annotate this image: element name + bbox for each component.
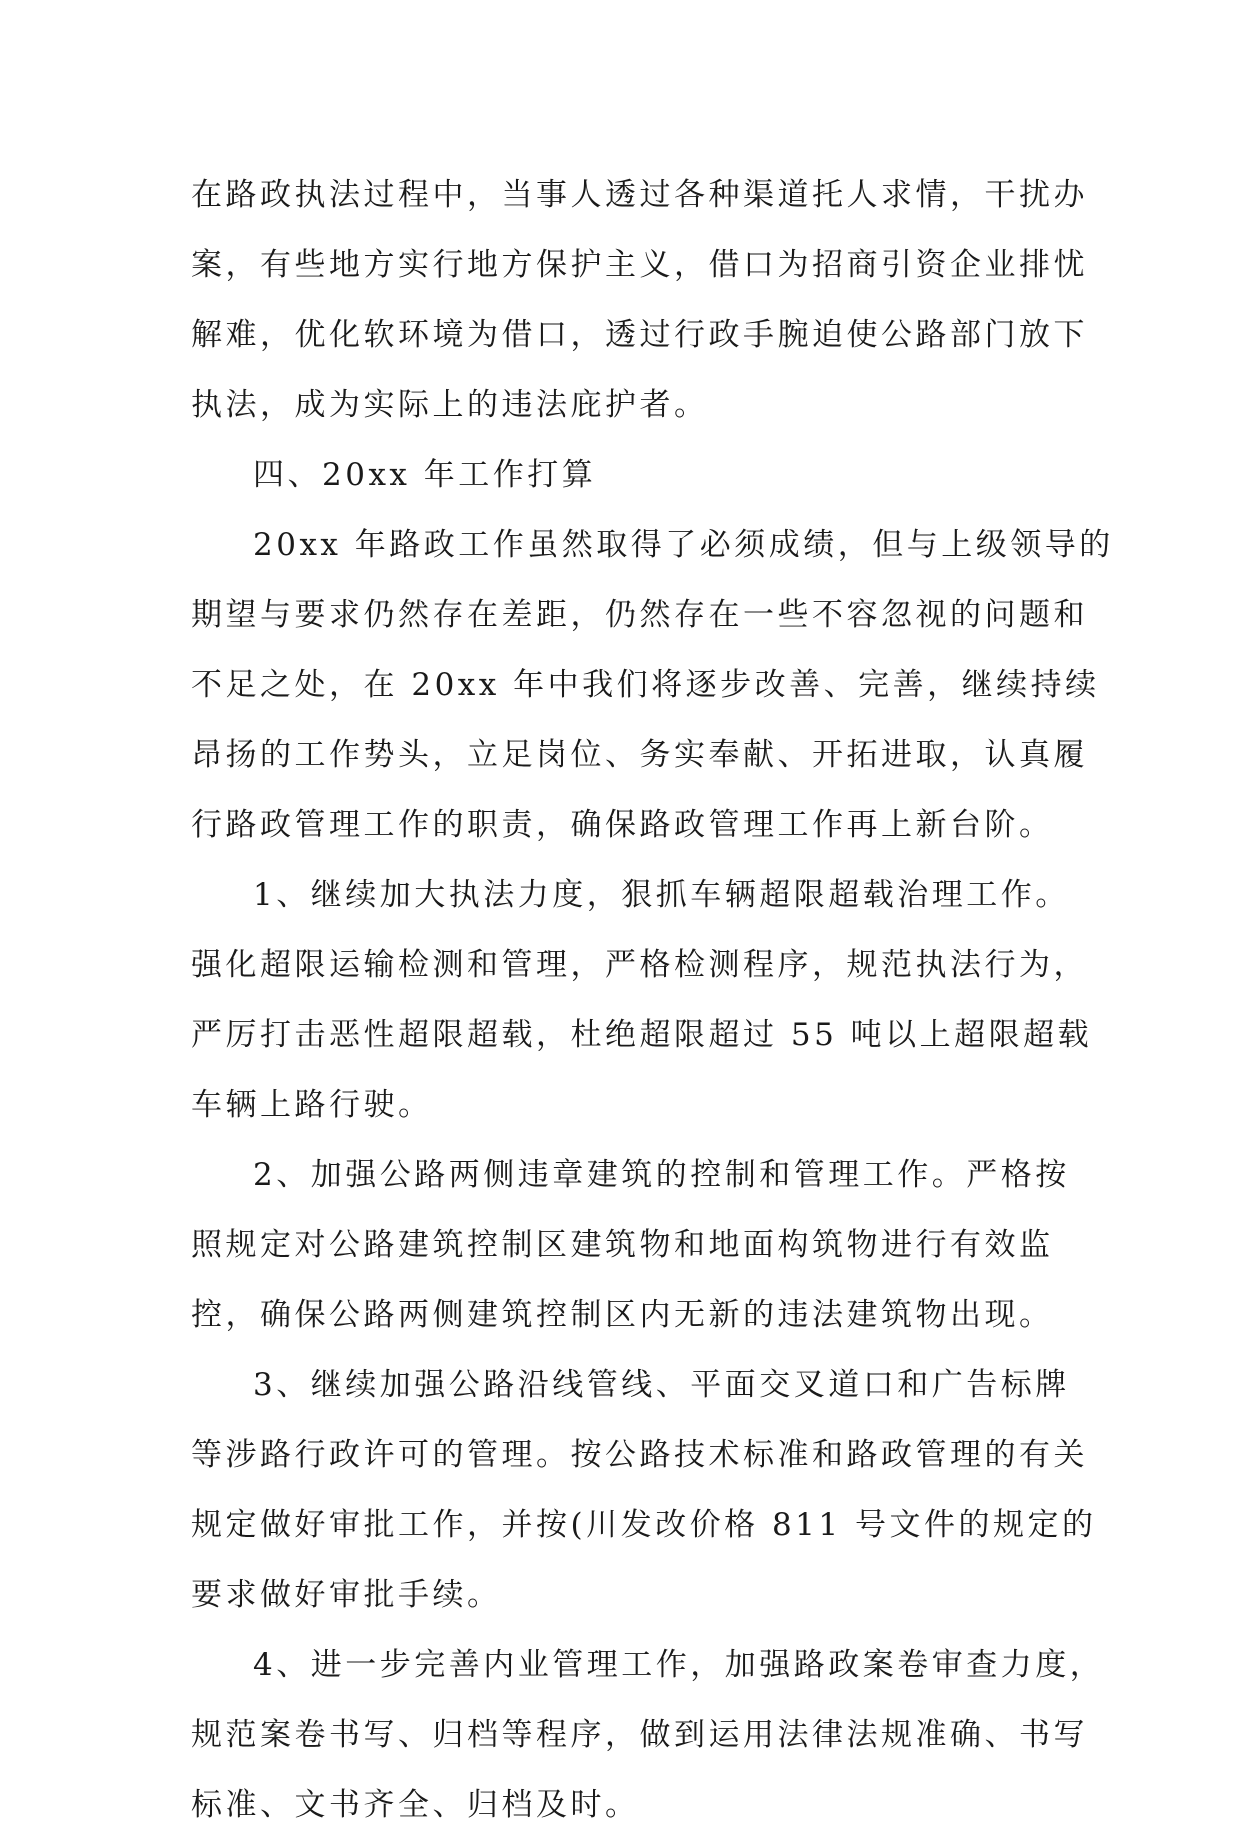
paragraph-line: 执法，成为实际上的违法庇护者。 [191, 387, 709, 423]
list-item-3: 3、继续加强公路沿线管线、平面交叉道口和广告标牌 [253, 1367, 1070, 1403]
paragraph-line: 20xx 年路政工作虽然取得了必须成绩，但与上级领导的 [253, 527, 1114, 563]
paragraph-line: 期望与要求仍然存在差距，仍然存在一些不容忽视的问题和 [191, 597, 1088, 633]
paragraph-line: 解难，优化软环境为借口，透过行政手腕迫使公路部门放下 [191, 317, 1088, 353]
document-body [191, 160, 1114, 1840]
paragraph-line: 规定做好审批工作，并按(川发改价格 811 号文件的规定的 [191, 1507, 1097, 1543]
paragraph-line: 不足之处，在 20xx 年中我们将逐步改善、完善，继续持续 [191, 667, 1100, 703]
paragraph-line: 在路政执法过程中，当事人透过各种渠道托人求情，干扰办 [191, 177, 1088, 213]
paragraph-line: 案，有些地方实行地方保护主义，借口为招商引资企业排忧 [191, 247, 1088, 283]
paragraph-line: 控，确保公路两侧建筑控制区内无新的违法建筑物出现。 [191, 1297, 1054, 1333]
paragraph-line: 要求做好审批手续。 [191, 1577, 502, 1613]
paragraph-line: 昂扬的工作势头，立足岗位、务实奉献、开拓进取，认真履 [191, 737, 1088, 773]
paragraph-line: 车辆上路行驶。 [191, 1087, 433, 1123]
paragraph-line: 强化超限运输检测和管理，严格检测程序，规范执法行为， [191, 947, 1088, 983]
list-item-4: 4、进一步完善内业管理工作，加强路政案卷审查力度， [253, 1647, 1105, 1683]
paragraph-line: 标准、文书齐全、归档及时。 [191, 1787, 640, 1823]
list-item-1: 1、继续加大执法力度，狠抓车辆超限超载治理工作。 [253, 877, 1070, 913]
paragraph-line: 行路政管理工作的职责，确保路政管理工作再上新台阶。 [191, 807, 1054, 843]
section-heading: 四、20xx 年工作打算 [253, 457, 597, 493]
paragraph-line: 规范案卷书写、归档等程序，做到运用法律法规准确、书写 [191, 1717, 1088, 1753]
paragraph-line: 严厉打击恶性超限超载，杜绝超限超过 55 吨以上超限超载 [191, 1017, 1093, 1053]
paragraph-line: 等涉路行政许可的管理。按公路技术标准和路政管理的有关 [191, 1437, 1088, 1473]
paragraph-line: 照规定对公路建筑控制区建筑物和地面构筑物进行有效监 [191, 1227, 1054, 1263]
list-item-2: 2、加强公路两侧违章建筑的控制和管理工作。严格按 [253, 1157, 1070, 1193]
